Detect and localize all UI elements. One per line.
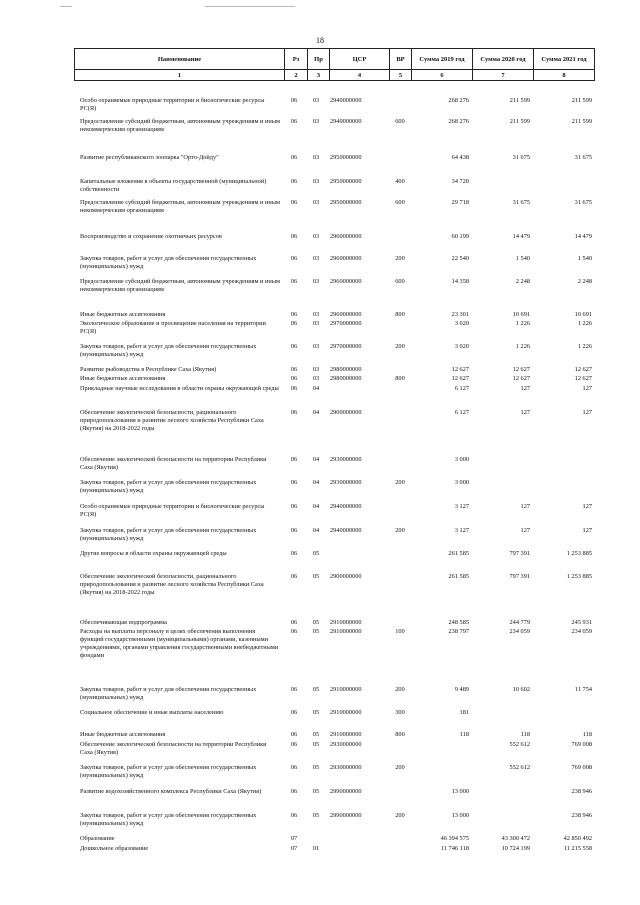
row-sum-2019: 238 797 bbox=[448, 628, 469, 635]
row-pr: 05 bbox=[312, 788, 320, 795]
row-sum-2020: 1 226 bbox=[515, 320, 530, 327]
row-pr: 04 bbox=[312, 527, 320, 534]
row-name: Обеспечение экологической безопасности, рационального природопользования и развитие лесного хозяйства Республики Саха (Якутия) на 2018-2022 годы bbox=[80, 409, 264, 432]
row-sum-2020: 10 602 bbox=[512, 686, 530, 693]
row-rz: 06 bbox=[290, 527, 298, 534]
row-rz: 06 bbox=[290, 311, 298, 318]
row-vr: 300 bbox=[395, 709, 405, 716]
row-pr: 05 bbox=[312, 764, 320, 771]
row-sum-2020: 43 300 472 bbox=[501, 835, 530, 842]
row-sum-2020: 127 bbox=[520, 385, 530, 392]
row-sum-2019: 13 000 bbox=[451, 812, 469, 819]
row-sum-2021: 31 675 bbox=[574, 199, 592, 206]
row-vr: 200 bbox=[395, 764, 405, 771]
row-sum-2021: 245 931 bbox=[571, 619, 592, 626]
row-sum-2019: 261 585 bbox=[448, 550, 469, 557]
row-pr: 03 bbox=[312, 154, 320, 161]
row-sum-2019: 3 020 bbox=[454, 320, 469, 327]
row-sum-2021: 211 599 bbox=[571, 118, 592, 125]
row-pr: 03 bbox=[312, 97, 320, 104]
row-name: Обеспечение экологической безопасности на территории Республики Саха (Якутия) bbox=[80, 741, 267, 756]
row-rz: 06 bbox=[290, 154, 298, 161]
row-sum-2021: 127 bbox=[582, 503, 592, 510]
row-sum-2021: 42 850 492 bbox=[563, 835, 592, 842]
row-sum-2021: 769 008 bbox=[571, 741, 592, 748]
row-pr: 05 bbox=[312, 741, 320, 748]
header-num-2: 2 bbox=[285, 70, 308, 81]
row-rz: 06 bbox=[290, 686, 298, 693]
row-sum-2020: 14 479 bbox=[512, 233, 530, 240]
row-vr: 600 bbox=[395, 199, 405, 206]
row-name: Закупка товаров, работ и услуг для обеспечения государственных (муниципальных) нужд bbox=[80, 255, 257, 270]
row-rz: 06 bbox=[290, 178, 298, 185]
row-sum-2019: 64 438 bbox=[451, 154, 469, 161]
row-sum-2019: 14 358 bbox=[451, 278, 469, 285]
row-rz: 06 bbox=[290, 366, 298, 373]
header-rz: Рз bbox=[285, 49, 308, 70]
row-pr: 03 bbox=[312, 199, 320, 206]
row-rz: 06 bbox=[290, 812, 298, 819]
row-sum-2019: 12 627 bbox=[451, 375, 469, 382]
row-rz: 06 bbox=[290, 550, 298, 557]
header-num-4: 4 bbox=[330, 70, 390, 81]
row-pr: 05 bbox=[312, 573, 320, 580]
row-csr: 2960000000 bbox=[330, 278, 362, 285]
row-sum-2021: 2 248 bbox=[577, 278, 592, 285]
row-sum-2020: 1 540 bbox=[515, 255, 530, 262]
row-sum-2021: 127 bbox=[582, 385, 592, 392]
row-rz: 06 bbox=[290, 573, 298, 580]
row-sum-2019: 9 489 bbox=[454, 686, 469, 693]
row-sum-2019: 3 020 bbox=[454, 343, 469, 350]
row-sum-2021: 11 215 558 bbox=[563, 845, 592, 852]
row-csr: 2930000000 bbox=[330, 479, 362, 486]
row-pr: 03 bbox=[312, 255, 320, 262]
row-name: Развитие водохозяйственного комплекса Республики Саха (Якутия) bbox=[80, 788, 262, 795]
row-name: Развитие рыбоводства в Республике Саха (Якутия) bbox=[80, 366, 217, 373]
row-sum-2020: 12 627 bbox=[512, 366, 530, 373]
row-sum-2020: 2 248 bbox=[515, 278, 530, 285]
row-rz: 06 bbox=[290, 320, 298, 327]
row-pr: 01 bbox=[312, 845, 320, 852]
row-sum-2020: 1 226 bbox=[515, 343, 530, 350]
row-sum-2019: 3 000 bbox=[454, 479, 469, 486]
header-num-8: 8 bbox=[534, 70, 595, 81]
header-pr: Пр bbox=[308, 49, 330, 70]
row-vr: 200 bbox=[395, 812, 405, 819]
row-csr: 2900000000 bbox=[330, 573, 362, 580]
row-vr: 800 bbox=[395, 311, 405, 318]
row-csr: 2970000000 bbox=[330, 343, 362, 350]
row-sum-2021: 211 599 bbox=[571, 97, 592, 104]
row-sum-2021: 127 bbox=[582, 527, 592, 534]
row-csr: 2940000000 bbox=[330, 97, 362, 104]
row-sum-2021: 238 946 bbox=[571, 788, 592, 795]
header-sum-2019: Сумма 2019 год bbox=[412, 49, 473, 70]
row-sum-2021: 1 226 bbox=[577, 320, 592, 327]
row-name: Иные бюджетные ассигнования bbox=[80, 375, 166, 382]
row-sum-2019: 268 276 bbox=[448, 118, 469, 125]
row-sum-2020: 234 059 bbox=[509, 628, 530, 635]
row-sum-2021: 12 627 bbox=[574, 375, 592, 382]
row-csr: 2960000000 bbox=[330, 233, 362, 240]
scan-artifact bbox=[205, 6, 295, 7]
row-pr: 03 bbox=[312, 278, 320, 285]
row-sum-2019: 3 127 bbox=[454, 527, 469, 534]
row-sum-2020: 797 391 bbox=[509, 550, 530, 557]
row-sum-2019: 118 bbox=[459, 731, 469, 738]
row-name: Обеспечение экологической безопасности, рационального природопользования и развитие лесного хозяйства Республики Саха (Якутия) на 2018-2022 годы bbox=[80, 573, 264, 596]
header-num-1: 1 bbox=[75, 70, 285, 81]
row-csr: 2930000000 bbox=[330, 741, 362, 748]
row-vr: 600 bbox=[395, 118, 405, 125]
row-sum-2020: 12 627 bbox=[512, 375, 530, 382]
header-num-5: 5 bbox=[390, 70, 412, 81]
row-name: Воспроизводство и сохранение охотничьих ресурсов bbox=[80, 233, 222, 240]
row-name: Особо охраняемые природные территории и биологические ресурсы РС(Я) bbox=[80, 97, 265, 112]
row-sum-2019: 268 276 bbox=[448, 97, 469, 104]
row-sum-2021: 769 008 bbox=[571, 764, 592, 771]
row-pr: 05 bbox=[312, 619, 320, 626]
row-sum-2021: 10 691 bbox=[574, 311, 592, 318]
row-name: Социальное обеспечение и иные выплаты населению bbox=[80, 709, 224, 716]
row-vr: 200 bbox=[395, 686, 405, 693]
header-num-6: 6 bbox=[412, 70, 473, 81]
row-rz: 06 bbox=[290, 764, 298, 771]
row-sum-2021: 12 627 bbox=[574, 366, 592, 373]
row-rz: 06 bbox=[290, 479, 298, 486]
row-pr: 04 bbox=[312, 503, 320, 510]
row-sum-2021: 31 675 bbox=[574, 154, 592, 161]
row-pr: 03 bbox=[312, 343, 320, 350]
row-sum-2020: 118 bbox=[520, 731, 530, 738]
row-name: Закупка товаров, работ и услуг для обеспечения государственных (муниципальных) нужд bbox=[80, 764, 257, 779]
row-sum-2021: 234 059 bbox=[571, 628, 592, 635]
row-sum-2019: 12 627 bbox=[451, 366, 469, 373]
row-name: Иные бюджетные ассигнования bbox=[80, 731, 166, 738]
row-csr: 2950000000 bbox=[330, 178, 362, 185]
row-name: Другие вопросы в области охраны окружающей среды bbox=[80, 550, 227, 557]
row-csr: 2940000000 bbox=[330, 503, 362, 510]
row-csr: 2990000000 bbox=[330, 788, 362, 795]
row-name: Предоставление субсидий бюджетным, автономным учреждениям и иным некоммерческим организациям bbox=[80, 199, 280, 214]
row-sum-2020: 31 675 bbox=[512, 154, 530, 161]
row-vr: 200 bbox=[395, 527, 405, 534]
row-sum-2020: 127 bbox=[520, 527, 530, 534]
row-sum-2021: 1 540 bbox=[577, 255, 592, 262]
row-sum-2019: 3 127 bbox=[454, 503, 469, 510]
row-vr: 800 bbox=[395, 731, 405, 738]
row-sum-2021: 1 226 bbox=[577, 343, 592, 350]
row-csr: 2930000000 bbox=[330, 764, 362, 771]
row-vr: 400 bbox=[395, 178, 405, 185]
row-csr: 2910000000 bbox=[330, 709, 362, 716]
row-name: Обеспечение экологической безопасности на территории Республики Саха (Якутия) bbox=[80, 456, 267, 471]
row-name: Закупка товаров, работ и услуг для обеспечения государственных (муниципальных) нужд bbox=[80, 686, 257, 701]
row-name: Прикладные научные исследования в области охраны окружающей среды bbox=[80, 385, 279, 392]
row-pr: 05 bbox=[312, 812, 320, 819]
row-name: Развитие республиканского зоопарка "Орто-Дойду" bbox=[80, 154, 219, 161]
row-sum-2020: 211 599 bbox=[509, 97, 530, 104]
header-num-3: 3 bbox=[308, 70, 330, 81]
row-rz: 06 bbox=[290, 385, 298, 392]
row-sum-2019: 34 720 bbox=[451, 178, 469, 185]
header-sum-2020: Сумма 2020 год bbox=[473, 49, 534, 70]
row-vr: 100 bbox=[395, 628, 405, 635]
row-pr: 03 bbox=[312, 311, 320, 318]
row-rz: 06 bbox=[290, 97, 298, 104]
row-pr: 05 bbox=[312, 731, 320, 738]
row-csr: 2960000000 bbox=[330, 255, 362, 262]
header-csr: ЦСР bbox=[330, 49, 390, 70]
row-csr: 2960000000 bbox=[330, 311, 362, 318]
row-rz: 06 bbox=[290, 628, 298, 635]
row-name: Образование bbox=[80, 835, 115, 842]
row-sum-2021: 1 253 885 bbox=[566, 550, 592, 557]
row-rz: 06 bbox=[290, 788, 298, 795]
row-sum-2020: 797 391 bbox=[509, 573, 530, 580]
row-csr: 2990000000 bbox=[330, 812, 362, 819]
row-name: Закупка товаров, работ и услуг для обеспечения государственных (муниципальных) нужд bbox=[80, 479, 257, 494]
row-sum-2019: 6 127 bbox=[454, 385, 469, 392]
row-rz: 06 bbox=[290, 409, 298, 416]
row-pr: 05 bbox=[312, 686, 320, 693]
row-pr: 05 bbox=[312, 550, 320, 557]
row-sum-2019: 29 718 bbox=[451, 199, 469, 206]
scan-artifact bbox=[60, 6, 72, 7]
row-csr: 2940000000 bbox=[330, 527, 362, 534]
row-pr: 05 bbox=[312, 709, 320, 716]
row-rz: 06 bbox=[290, 503, 298, 510]
row-csr: 2970000000 bbox=[330, 320, 362, 327]
row-name: Предоставление субсидий бюджетным, автономным учреждениям и иным некоммерческим организациям bbox=[80, 118, 280, 133]
row-sum-2020: 127 bbox=[520, 503, 530, 510]
row-sum-2020: 552 612 bbox=[509, 741, 530, 748]
row-csr: 2900000000 bbox=[330, 409, 362, 416]
row-rz: 07 bbox=[290, 835, 298, 842]
row-rz: 06 bbox=[290, 343, 298, 350]
row-sum-2021: 11 754 bbox=[574, 686, 592, 693]
row-pr: 05 bbox=[312, 628, 320, 635]
row-name: Закупка товаров, работ и услуг для обеспечения государственных (муниципальных) нужд bbox=[80, 527, 257, 542]
row-vr: 200 bbox=[395, 343, 405, 350]
row-vr: 200 bbox=[395, 479, 405, 486]
row-rz: 06 bbox=[290, 731, 298, 738]
row-pr: 04 bbox=[312, 479, 320, 486]
row-sum-2019: 11 746 118 bbox=[441, 845, 469, 852]
row-pr: 03 bbox=[312, 118, 320, 125]
row-sum-2019: 248 585 bbox=[448, 619, 469, 626]
header-name: Наименование bbox=[75, 49, 285, 70]
row-vr: 600 bbox=[395, 278, 405, 285]
row-rz: 06 bbox=[290, 233, 298, 240]
row-sum-2019: 261 585 bbox=[448, 573, 469, 580]
row-csr: 2910000000 bbox=[330, 628, 362, 635]
row-rz: 06 bbox=[290, 278, 298, 285]
row-csr: 2980000000 bbox=[330, 366, 362, 373]
row-name: Закупка товаров, работ и услуг для обеспечения государственных (муниципальных) нужд bbox=[80, 812, 257, 827]
table-header bbox=[74, 48, 595, 81]
row-rz: 06 bbox=[290, 199, 298, 206]
row-sum-2020: 127 bbox=[520, 409, 530, 416]
row-pr: 03 bbox=[312, 375, 320, 382]
row-sum-2021: 238 946 bbox=[571, 812, 592, 819]
row-csr: 2910000000 bbox=[330, 686, 362, 693]
row-sum-2020: 10 691 bbox=[512, 311, 530, 318]
row-csr: 2910000000 bbox=[330, 619, 362, 626]
row-name: Обеспечивающая подпрограмма bbox=[80, 619, 167, 626]
row-sum-2021: 127 bbox=[582, 409, 592, 416]
row-rz: 06 bbox=[290, 118, 298, 125]
header-sum-2021: Сумма 2021 год bbox=[534, 49, 595, 70]
row-sum-2020: 10 724 199 bbox=[501, 845, 530, 852]
row-sum-2021: 118 bbox=[582, 731, 592, 738]
page-number: 18 bbox=[316, 36, 324, 45]
row-rz: 06 bbox=[290, 741, 298, 748]
row-pr: 03 bbox=[312, 320, 320, 327]
row-vr: 200 bbox=[395, 255, 405, 262]
row-sum-2019: 6 127 bbox=[454, 409, 469, 416]
row-sum-2019: 46 394 575 bbox=[440, 835, 469, 842]
row-csr: 2930000000 bbox=[330, 456, 362, 463]
row-sum-2019: 22 540 bbox=[451, 255, 469, 262]
row-sum-2019: 60 199 bbox=[451, 233, 469, 240]
row-csr: 2940000000 bbox=[330, 118, 362, 125]
row-rz: 07 bbox=[290, 845, 298, 852]
row-sum-2019: 181 bbox=[459, 709, 469, 716]
row-rz: 06 bbox=[290, 619, 298, 626]
row-rz: 06 bbox=[290, 709, 298, 716]
row-csr: 2980000000 bbox=[330, 375, 362, 382]
row-rz: 06 bbox=[290, 255, 298, 262]
row-pr: 03 bbox=[312, 233, 320, 240]
row-sum-2021: 1 253 885 bbox=[566, 573, 592, 580]
row-sum-2019: 13 000 bbox=[451, 788, 469, 795]
row-pr: 04 bbox=[312, 385, 320, 392]
row-sum-2020: 31 675 bbox=[512, 199, 530, 206]
row-csr: 2910000000 bbox=[330, 731, 362, 738]
row-csr: 2950000000 bbox=[330, 199, 362, 206]
row-pr: 04 bbox=[312, 409, 320, 416]
row-pr: 03 bbox=[312, 178, 320, 185]
row-sum-2021: 14 479 bbox=[574, 233, 592, 240]
row-name: Предоставление субсидий бюджетным, автономным учреждениям и иным некоммерческим организациям bbox=[80, 278, 280, 293]
row-sum-2019: 3 000 bbox=[454, 456, 469, 463]
row-name: Особо охраняемые природные территории и биологические ресурсы РС(Я) bbox=[80, 503, 265, 518]
row-name: Экологическое образование и просвещение населения на территории РС(Я) bbox=[80, 320, 266, 335]
row-csr: 2950000000 bbox=[330, 154, 362, 161]
row-rz: 06 bbox=[290, 456, 298, 463]
row-pr: 03 bbox=[312, 366, 320, 373]
row-rz: 06 bbox=[290, 375, 298, 382]
header-vr: ВР bbox=[390, 49, 412, 70]
row-vr: 800 bbox=[395, 375, 405, 382]
row-sum-2020: 211 599 bbox=[509, 118, 530, 125]
row-name: Капитальные вложения в объекты государственной (муниципальной) собственности bbox=[80, 178, 267, 193]
row-name: Дошкольное образование bbox=[80, 845, 149, 852]
row-name: Расходы на выплаты персоналу в целях обеспечения выполнения функций государственными (муниципальными) органами, казенными учреждениями, органами управления государственными внебюджетными фондами bbox=[80, 628, 279, 659]
row-name: Закупка товаров, работ и услуг для обеспечения государственных (муниципальных) нужд bbox=[80, 343, 257, 358]
row-sum-2019: 23 301 bbox=[451, 311, 469, 318]
row-pr: 04 bbox=[312, 456, 320, 463]
row-sum-2020: 552 612 bbox=[509, 764, 530, 771]
row-name: Иные бюджетные ассигнования bbox=[80, 311, 166, 318]
header-num-7: 7 bbox=[473, 70, 534, 81]
row-sum-2020: 244 779 bbox=[509, 619, 530, 626]
